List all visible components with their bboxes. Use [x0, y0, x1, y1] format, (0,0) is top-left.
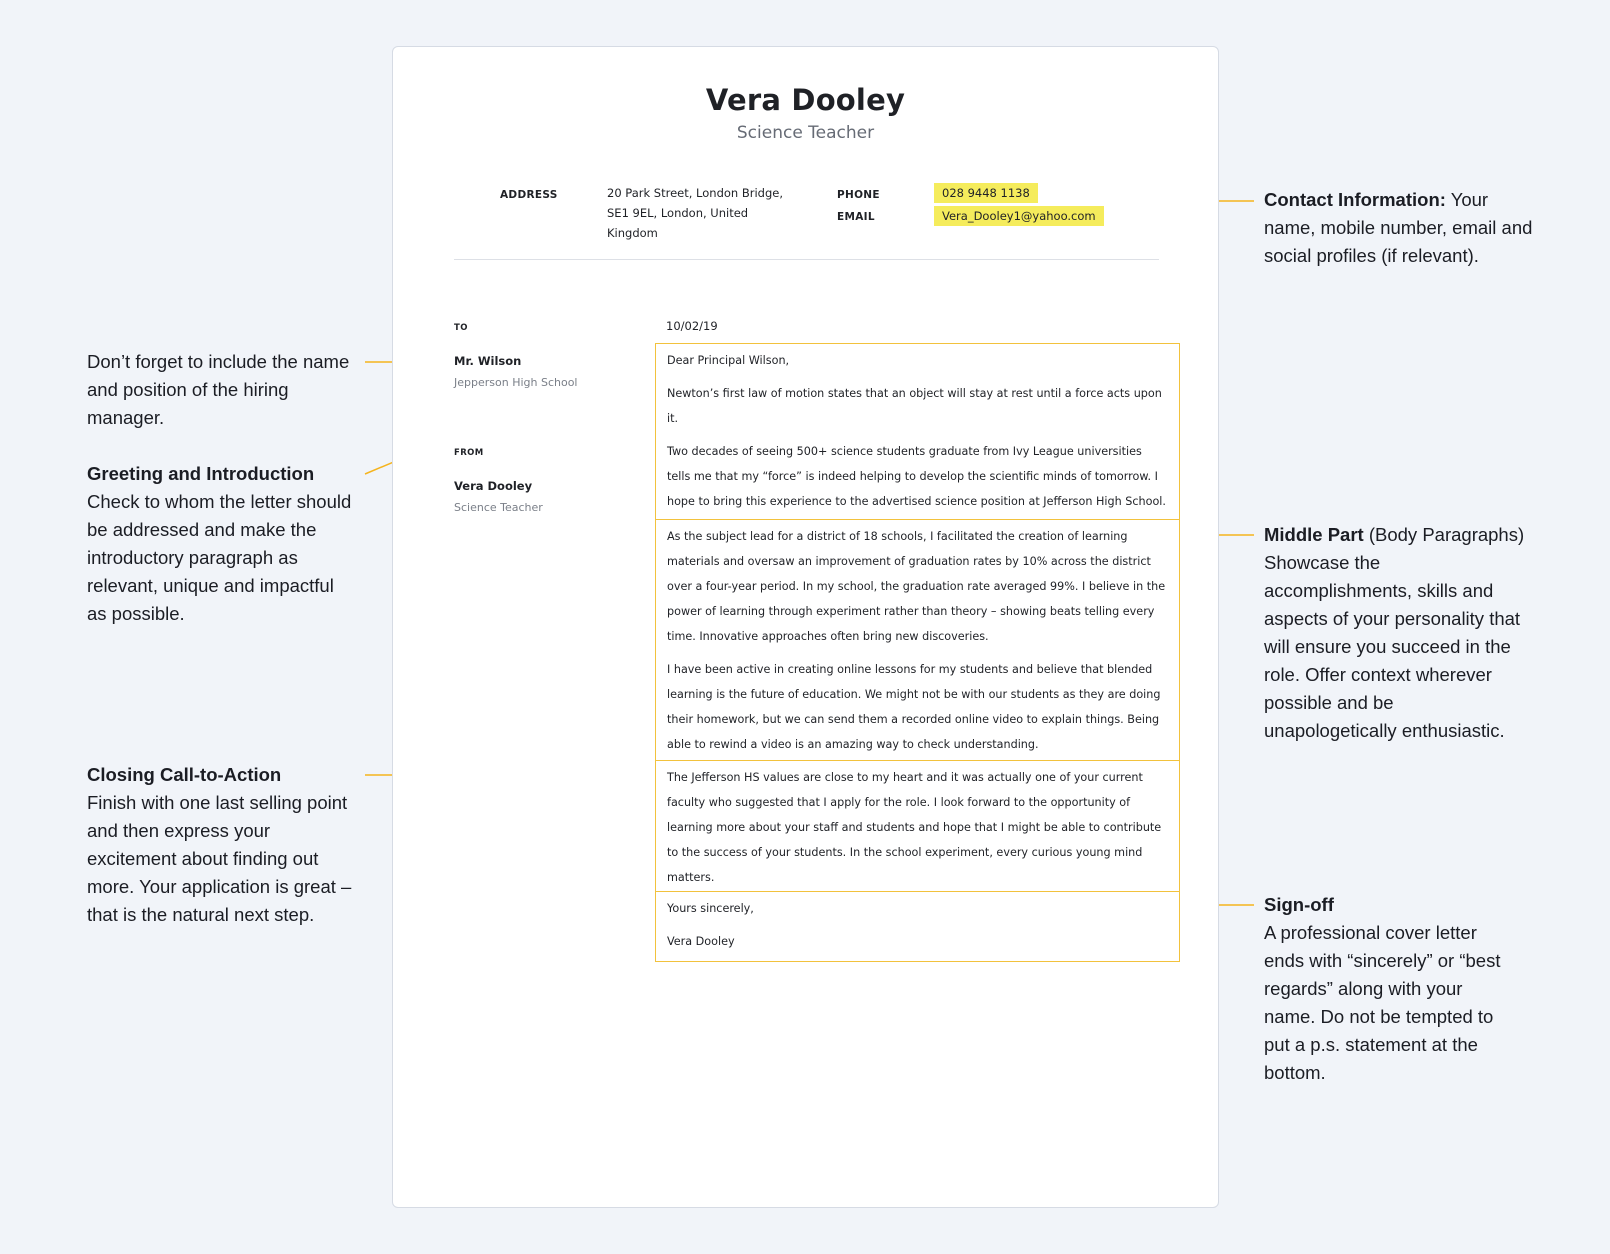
body-paragraph: As the subject lead for a district of 18 schools, I facilitated the creation of learning materials and oversaw an improvement of graduation rates by 10% across the district over a four-year period. In my school, the graduation rate averaged 99%. I believe in the power of learning through experiment rather than theory – showing beats telling every time. Innovative approaches often bring new discoveries. [667, 530, 1166, 643]
annotation-closing [87, 761, 357, 929]
applicant-title: Science Teacher [736, 123, 875, 143]
cover-letter-page [392, 46, 1219, 1208]
closing-paragraph: The Jefferson HS values are close to my heart and it was actually one of your current faculty who suggested that I apply for the role. I look forward to the opportunity of learning more about your staff and students and hope that I might be able to contribute to the success of your students. In the school experiment, every curious young mind matters. [667, 771, 1162, 884]
annotation-signoff [1264, 891, 1509, 1087]
annotation-text: Check to whom the letter should be addressed and make the introductory paragraph as relevant, unique and impactful as possible. [87, 491, 352, 624]
annotation-heading: Contact Information: [1264, 189, 1446, 210]
sender-name: Vera Dooley [454, 479, 533, 493]
annotation-text: A professional cover letter ends with “sincerely” or “best regards” along with your name. Do not be tempted to put a p.s. statement at the bottom. [1264, 922, 1501, 1083]
signoff-section [655, 892, 1180, 962]
annotation-text: Your name, mobile number, email and social profiles (if relevant). [1264, 189, 1533, 266]
email-value: Vera_Dooley1@yahoo.com [934, 206, 1104, 226]
annotation-heading: Closing Call-to-Action [87, 764, 282, 785]
annotation-contact [1264, 186, 1539, 270]
annotation-middle [1264, 521, 1529, 745]
closing-section [655, 761, 1180, 892]
sender-title: Science Teacher [454, 501, 543, 514]
annotation-hiring-manager [87, 348, 352, 432]
annotation-heading: Sign-off [1264, 894, 1334, 915]
annotation-heading: Middle Part [1264, 524, 1364, 545]
email-label: EMAIL [837, 211, 875, 223]
letter-body [655, 343, 1180, 962]
applicant-name: Vera Dooley [705, 83, 906, 117]
recipient-name: Mr. Wilson [454, 354, 522, 368]
header-divider [454, 259, 1159, 260]
letter-date: 10/02/19 [666, 319, 718, 333]
phone-value: 028 9448 1138 [934, 183, 1038, 203]
signature: Vera Dooley [667, 935, 735, 948]
address-value: 20 Park Street, London Bridge, SE1 9EL, London, United Kingdom [607, 186, 784, 240]
greeting-intro-section [655, 343, 1180, 520]
intro-paragraph: Newton’s first law of motion states that an object will stay at rest until a force acts upon it. [667, 387, 1162, 425]
annotation-greeting [87, 460, 357, 628]
annotation-text: (Body Paragraphs) Showcase the accomplishments, skills and aspects of your personality that will ensure you succeed in the role. Offer context wherever possible and be unapologetically enthusiastic. [1264, 524, 1525, 741]
body-paragraph: I have been active in creating online lessons for my students and believe that blended learning is the future of education. We might not be with our students as they are doing their homework, but we can send them a recorded online video to explain things. Being able to rewind a video is an amazing way to check understanding. [667, 663, 1161, 751]
annotation-heading: Greeting and Introduction [87, 463, 315, 484]
to-label: TO [454, 323, 468, 333]
middle-section [655, 520, 1180, 761]
annotation-text: Finish with one last selling point and then express your excitement about finding out more. Your application is great – that is the natural next step. [87, 792, 352, 925]
greeting: Dear Principal Wilson, [667, 354, 790, 367]
signoff: Yours sincerely, [667, 902, 754, 915]
recipient-org: Jepperson High School [454, 376, 578, 389]
from-label: FROM [454, 448, 484, 458]
phone-label: PHONE [837, 189, 880, 201]
intro-paragraph: Two decades of seeing 500+ science students graduate from Ivy League universities tells me that my “force” is indeed helping to develop the scientific minds of tomorrow. I hope to bring this experience to the advertised science position at Jefferson High School. [667, 445, 1166, 508]
annotation-text: Don’t forget to include the name and position of the hiring manager. [87, 351, 350, 428]
address-label: ADDRESS [500, 189, 558, 201]
